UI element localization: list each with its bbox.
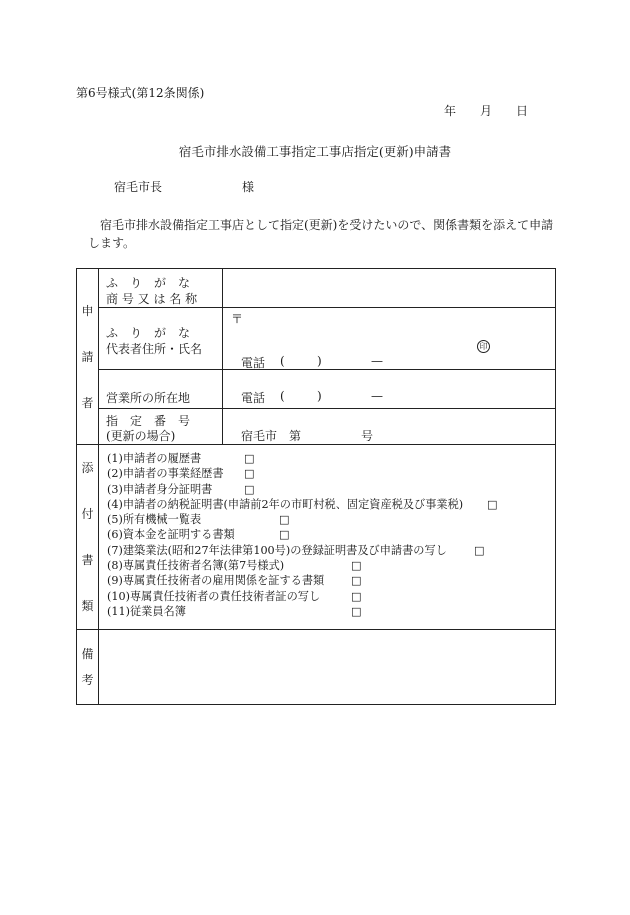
designation-city: 宿毛市 bbox=[241, 429, 278, 443]
office-phone-dash: — bbox=[371, 389, 383, 403]
attachment-label: (6)資本金を証明する書類 bbox=[107, 528, 235, 542]
attachment-item bbox=[107, 527, 555, 542]
designation-number-label: 指 定 番 号 bbox=[106, 414, 191, 428]
application-table bbox=[76, 268, 556, 705]
designation-prefix: 第 bbox=[289, 429, 302, 443]
applicant-label-char: 申 bbox=[81, 303, 94, 318]
designation-label-cell bbox=[99, 409, 223, 445]
remarks-label-char: 考 bbox=[81, 673, 94, 687]
attachments-label-char: 添 bbox=[81, 461, 94, 475]
office-phone-open-paren: ( bbox=[280, 389, 285, 403]
attachment-item bbox=[107, 604, 555, 619]
representative-label-cell bbox=[99, 308, 223, 370]
applicant-section-label bbox=[77, 269, 99, 445]
attachment-label: (9)専属責任技術者の雇用関係を証する書類 bbox=[107, 574, 325, 588]
business-name-field[interactable] bbox=[223, 269, 556, 308]
attachment-item bbox=[107, 512, 555, 527]
checkbox[interactable]: □ bbox=[351, 589, 362, 603]
office-phone-label: 電話 bbox=[241, 391, 266, 405]
attachments-label-char: 付 bbox=[81, 507, 94, 521]
addressee-honorific: 様 bbox=[242, 180, 255, 194]
applicant-label-char: 者 bbox=[81, 395, 94, 410]
attachment-item bbox=[107, 589, 555, 604]
attachment-item bbox=[107, 543, 555, 558]
phone-close-paren: ) bbox=[317, 354, 322, 368]
designation-suffix: 号 bbox=[361, 429, 374, 443]
attachment-item bbox=[107, 451, 555, 466]
checkbox[interactable]: □ bbox=[279, 513, 290, 527]
attachment-item bbox=[107, 558, 555, 573]
furigana-label-2: ふ り が な bbox=[106, 326, 191, 340]
attachment-label: (7)建築業法(昭和27年法律第100号)の登録証明書及び申請書の写し bbox=[107, 543, 447, 557]
attachment-item bbox=[107, 482, 555, 497]
checkbox[interactable]: □ bbox=[279, 528, 290, 542]
attachment-label: (8)専属責任技術者名簿(第7号様式) bbox=[107, 559, 285, 573]
date-month-label: 月 bbox=[480, 104, 493, 118]
date-year-label: 年 bbox=[444, 104, 457, 118]
form-number: 第6号様式(第12条関係) bbox=[76, 86, 205, 100]
phone-open-paren: ( bbox=[280, 354, 285, 368]
furigana-label: ふ り が な bbox=[106, 276, 191, 290]
attachments-list bbox=[99, 445, 556, 630]
date-line bbox=[444, 104, 528, 119]
checkbox[interactable]: □ bbox=[244, 482, 255, 496]
office-phone-close-paren: ) bbox=[317, 389, 322, 403]
postal-mark: 〒 bbox=[231, 312, 244, 326]
seal-icon: 印 bbox=[477, 340, 490, 353]
representative-field[interactable] bbox=[223, 308, 556, 370]
attachment-label: (1)申請者の履歴書 bbox=[107, 452, 202, 465]
office-location-field[interactable] bbox=[223, 370, 556, 409]
application-statement: 宿毛市排水設備指定工事店として指定(更新)を受けたいので、関係書類を添えて申請します。 bbox=[88, 218, 554, 250]
addressee-name: 宿毛市長 bbox=[114, 180, 163, 194]
attachments-section-label bbox=[77, 445, 99, 630]
attachment-item bbox=[107, 497, 555, 512]
phone-dash: — bbox=[371, 354, 383, 368]
page-title: 宿毛市排水設備工事指定工事店指定(更新)申請書 bbox=[178, 144, 452, 159]
checkbox[interactable]: □ bbox=[351, 559, 362, 573]
designation-number-field[interactable] bbox=[223, 409, 556, 445]
checkbox[interactable]: □ bbox=[244, 467, 255, 481]
business-name-label: 商 号 又 は 名 称 bbox=[106, 292, 198, 306]
checkbox[interactable]: □ bbox=[351, 604, 362, 618]
checkbox[interactable]: □ bbox=[244, 452, 255, 465]
attachments-label-char: 類 bbox=[81, 599, 94, 613]
applicant-label-char: 請 bbox=[81, 349, 94, 364]
addressee bbox=[114, 180, 255, 195]
attachment-label: (11)従業員名簿 bbox=[107, 604, 186, 618]
attachment-label: (2)申請者の事業経歴書 bbox=[107, 467, 224, 481]
remarks-field[interactable] bbox=[99, 630, 556, 705]
attachments-label-char: 書 bbox=[81, 553, 94, 567]
office-label-cell bbox=[99, 370, 223, 409]
remarks-label-char: 備 bbox=[81, 647, 94, 661]
date-day-label: 日 bbox=[516, 104, 529, 118]
office-location-label: 営業所の所在地 bbox=[106, 391, 191, 405]
checkbox[interactable]: □ bbox=[351, 574, 362, 588]
attachment-label: (4)申請者の納税証明書(申請前2年の市町村税、固定資産税及び事業税) bbox=[107, 497, 464, 511]
attachment-label: (5)所有機械一覧表 bbox=[107, 513, 202, 527]
attachment-item bbox=[107, 573, 555, 588]
phone-label: 電話 bbox=[241, 356, 266, 370]
attachment-label: (3)申請者身分証明書 bbox=[107, 482, 213, 496]
checkbox[interactable]: □ bbox=[474, 543, 485, 557]
designation-note: (更新の場合) bbox=[106, 429, 176, 443]
attachment-item bbox=[107, 466, 555, 481]
attachment-label: (10)専属責任技術者の責任技術者証の写し bbox=[107, 589, 321, 603]
business-name-label-cell bbox=[99, 269, 223, 308]
remarks-section-label bbox=[77, 630, 99, 705]
representative-label: 代表者住所・氏名 bbox=[106, 342, 203, 356]
checkbox[interactable]: □ bbox=[487, 497, 498, 511]
